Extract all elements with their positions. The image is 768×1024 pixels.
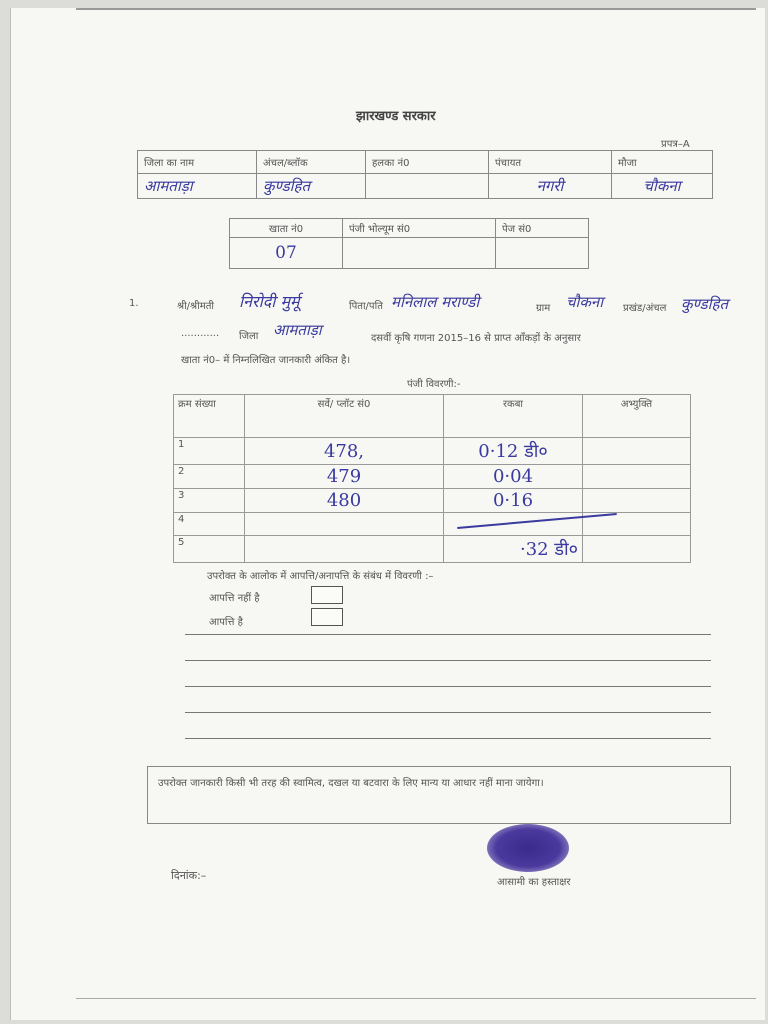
thumb-impression xyxy=(487,824,569,872)
disclaimer-box: उपरोक्त जानकारी किसी भी तरह की स्वामित्व, दखल या बटवारा के लिए मान्य या आधार नहीं माना जायेगा। xyxy=(147,766,731,824)
block-label: प्रखंड/अंचल xyxy=(623,303,667,314)
table-row xyxy=(138,174,713,199)
header-cell: खाता नं0 xyxy=(230,219,343,238)
header-cell: अंचल/ब्लॉक xyxy=(257,151,366,174)
remark-cell xyxy=(583,489,691,513)
panchayat-value: नगरी xyxy=(489,174,612,199)
owner-name: निरोदी मुर्मू xyxy=(239,292,300,311)
write-line xyxy=(185,686,711,687)
form-label: प्रपत्र–A xyxy=(661,139,690,150)
header-cell: क्रम संख्या xyxy=(174,395,245,438)
register-table xyxy=(173,394,691,563)
khata-table xyxy=(229,218,589,269)
area-cell: 0·16 xyxy=(444,489,583,513)
remark-cell xyxy=(583,438,691,465)
district-label: जिला xyxy=(239,331,259,342)
block-name: कुण्डहित xyxy=(681,295,729,313)
father-name: मनिलाल मराण्डी xyxy=(391,293,480,311)
block-value: कुण्डहित xyxy=(257,174,366,199)
serial-cell: 3 xyxy=(174,489,245,513)
plot-cell xyxy=(245,536,444,563)
top-edge xyxy=(76,8,756,10)
document-page xyxy=(10,8,765,1020)
name-prefix-label: श्री/श्रीमती xyxy=(177,301,214,312)
plot-cell: 480 xyxy=(245,489,444,513)
table-row xyxy=(174,465,691,489)
write-line xyxy=(185,712,711,713)
header-cell: रकबा xyxy=(444,395,583,438)
khata-number: 07 xyxy=(230,238,343,269)
objection-label: आपत्ति है xyxy=(209,617,243,628)
remark-cell xyxy=(583,536,691,563)
objection-heading: उपरोक्त के आलोक में आपत्ति/अनापत्ति के संबंध में विवरणी :– xyxy=(207,571,434,582)
objection-checkbox[interactable] xyxy=(311,608,343,626)
plot-cell: 478, xyxy=(245,438,444,465)
bottom-edge xyxy=(76,998,756,999)
write-line xyxy=(185,634,711,635)
district-value: आमताड़ा xyxy=(138,174,257,199)
father-label: पिता/पति xyxy=(349,301,383,312)
no-objection-checkbox[interactable] xyxy=(311,586,343,604)
khata-info-text: खाता नं0– में निम्नलिखित जानकारी अंकित है। xyxy=(181,355,351,366)
serial-number: 1. xyxy=(129,298,139,309)
area-cell: 0·04 xyxy=(444,465,583,489)
plot-cell xyxy=(245,513,444,536)
write-line xyxy=(185,660,711,661)
location-table xyxy=(137,150,713,199)
table-row xyxy=(174,489,691,513)
serial-cell: 1 xyxy=(174,438,245,465)
halka-value xyxy=(366,174,489,199)
header-cell: सर्वे/ प्लॉट सं0 xyxy=(245,395,444,438)
plot-cell: 479 xyxy=(245,465,444,489)
table-row xyxy=(174,513,691,536)
page-value xyxy=(496,238,589,269)
district-name: आमताड़ा xyxy=(273,321,322,339)
date-label: दिनांक:– xyxy=(171,869,207,882)
table-row xyxy=(174,395,691,438)
table-row xyxy=(174,536,691,563)
no-objection-label: आपत्ति नहीं है xyxy=(209,593,260,604)
village-label: ग्राम xyxy=(536,303,551,314)
header-cell: मौजा xyxy=(612,151,713,174)
header-cell: पंजी भोल्यूम सं0 xyxy=(343,219,496,238)
serial-cell: 4 xyxy=(174,513,245,536)
table-row xyxy=(230,238,589,269)
signature-label: आसामी का हस्ताक्षर xyxy=(497,877,571,888)
table-row xyxy=(174,438,691,465)
write-line xyxy=(185,738,711,739)
area-total-cell: ·32 डी० xyxy=(444,536,583,563)
table-row xyxy=(230,219,589,238)
remark-cell xyxy=(583,465,691,489)
header-cell: अभ्युक्ति xyxy=(583,395,691,438)
header-cell: पेज सं0 xyxy=(496,219,589,238)
serial-cell: 2 xyxy=(174,465,245,489)
table-row xyxy=(138,151,713,174)
register-caption: पंजी विवरणी:- xyxy=(407,379,461,390)
serial-cell: 5 xyxy=(174,536,245,563)
dots: ............ xyxy=(181,328,220,339)
header-cell: पंचायत xyxy=(489,151,612,174)
area-cell: 0·12 डी० xyxy=(444,438,583,465)
header-cell: जिला का नाम xyxy=(138,151,257,174)
mauza-value: चौकना xyxy=(612,174,713,199)
volume-value xyxy=(343,238,496,269)
village-name: चौकना xyxy=(566,293,604,311)
census-text: दसवीं कृषि गणना 2015–16 से प्राप्त आँकड़ों के अनुसार xyxy=(371,333,581,344)
document-title: झारखण्ड सरकार xyxy=(356,109,436,124)
header-cell: हलका नं0 xyxy=(366,151,489,174)
